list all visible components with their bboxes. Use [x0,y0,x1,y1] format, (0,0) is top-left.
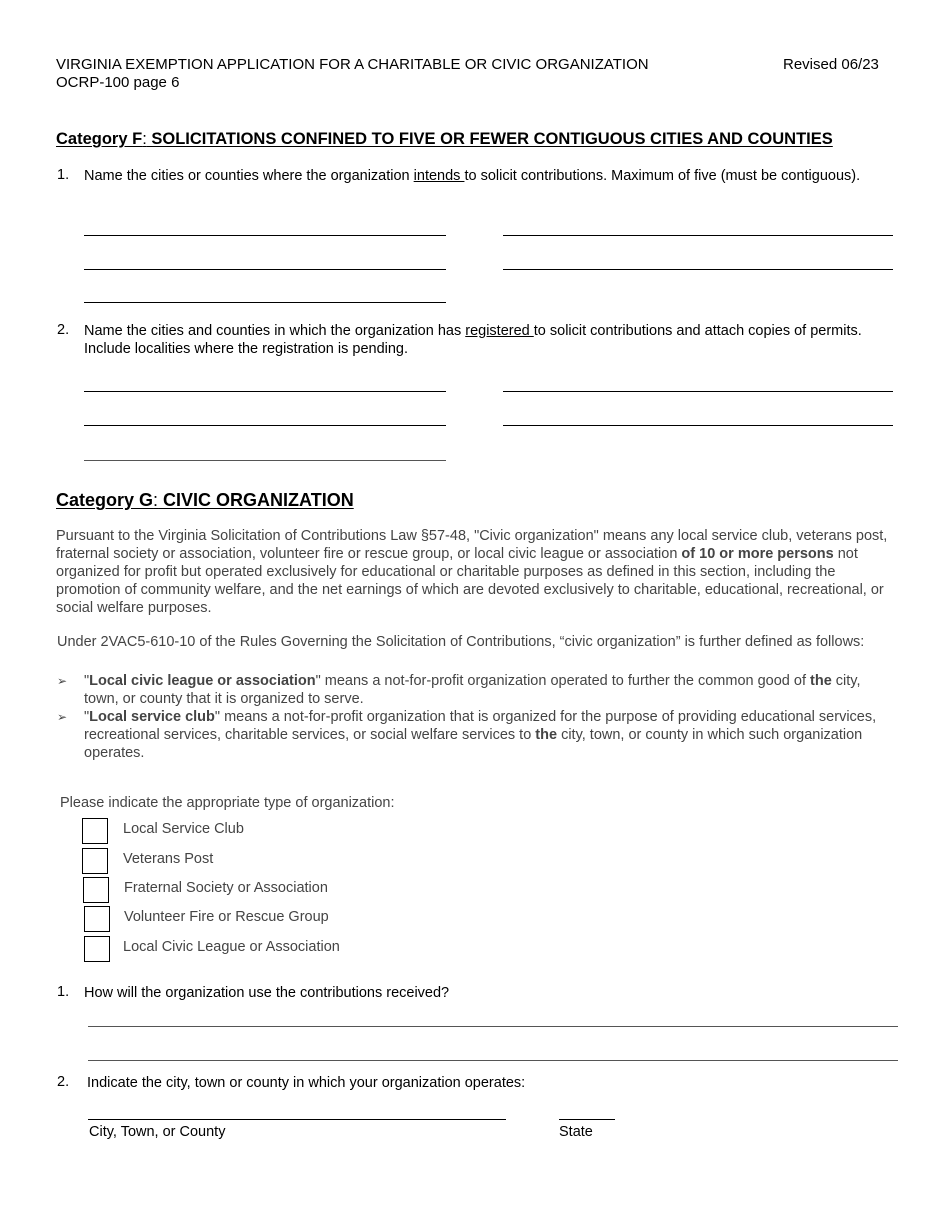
g-q1-text: How will the organization use the contributions received? [84,985,450,1001]
bullet1-mid: " means a not-for-profit organization operated to further the common good of [315,673,811,689]
f-q1-text [84,167,864,185]
f-q1-answer-line-3[interactable] [84,269,446,270]
f-q2-answer-line-4[interactable] [503,425,893,426]
f-q2-answer-line-5[interactable] [84,460,446,461]
category-f-label: Category F [56,130,143,148]
bullet-civic-league [84,672,894,708]
category-f-heading [56,130,833,149]
bullet1-bold: Local civic league or association [89,673,316,689]
bullet2-bold2: the [535,727,558,743]
fraternal-society-label: Fraternal Society or Association [124,880,328,896]
para1-bold: of 10 or more persons [681,546,834,562]
bullet2-open-quote: " [84,709,90,725]
bullet2-after: city, town, or county in which such organization operates. [84,727,863,761]
local-service-club-label: Local Service Club [123,821,244,837]
state-answer-line[interactable] [559,1119,615,1120]
f-q2-registered: registered [465,323,534,339]
f-q2-number: 2. [57,322,70,338]
volunteer-fire-checkbox[interactable] [84,906,110,932]
civic-definition-paragraph [56,527,898,617]
category-f-title: SOLICITATIONS CONFINED TO FIVE OR FEWER CONTIGUOUS CITIES AND COUNTIES [146,130,833,148]
f-q2-answer-line-2[interactable] [503,391,893,392]
veterans-post-checkbox[interactable] [82,848,108,874]
local-service-club-checkbox[interactable] [82,818,108,844]
f-q1-answer-line-4[interactable] [503,269,893,270]
f-q1-text-after: to solicit contributions. Maximum of five (must be contiguous). [464,168,861,184]
f-q1-answer-line-2[interactable] [503,235,893,236]
bullet1-open-quote: " [84,673,90,689]
f-q1-answer-line-1[interactable] [84,235,446,236]
veterans-post-label: Veterans Post [123,851,214,867]
f-q2-answer-line-3[interactable] [84,425,446,426]
org-type-prompt: Please indicate the appropriate type of organization: [60,795,395,811]
bullet-service-club [84,708,898,762]
bullet-arrow-icon-2: ➢ [57,710,68,724]
bullet1-bold2: the [810,673,832,689]
g-q1-answer-line-2[interactable] [88,1060,898,1061]
rules-definition-paragraph: Under 2VAC5-610-10 of the Rules Governing the Solicitation of Contributions, “civic organization” is further defined as follows: [57,634,865,650]
g-q2-number: 2. [57,1074,70,1090]
fraternal-society-checkbox[interactable] [83,877,109,903]
category-g-heading [56,490,354,511]
g-q2-text: Indicate the city, town or county in which your organization operates: [87,1075,526,1091]
bullet-arrow-icon-1: ➢ [57,674,68,688]
f-q1-text-before: Name the cities or counties where the organization [84,168,414,184]
revision-date: Revised 06/23 [783,56,879,73]
f-q1-number: 1. [57,167,70,183]
form-page-number: OCRP-100 page 6 [56,74,180,91]
form-title: VIRGINIA EXEMPTION APPLICATION FOR A CHARITABLE OR CIVIC ORGANIZATION [56,56,649,73]
civic-league-checkbox[interactable] [84,936,110,962]
bullet2-mid: " means a not-for-profit organization that is organized for the purpose of providing educational services, recreational services, charitable services, or social welfare services to [84,709,877,743]
category-g-label: Category G [56,490,154,510]
g-q1-answer-line-1[interactable] [88,1026,898,1027]
f-q2-answer-line-1[interactable] [84,391,446,392]
f-q1-intends: intends [413,168,465,184]
volunteer-fire-label: Volunteer Fire or Rescue Group [124,909,329,925]
city-label: City, Town, or County [89,1124,226,1140]
civic-league-label: Local Civic League or Association [123,939,340,955]
para1-after: not organized for profit but operated exclusively for educational or charitable purposes as defined in this section, including the promotion of community welfare, and the net earnings of which are devoted exclusively to charitable, educational, recreational, or social welfare purposes. [56,546,884,616]
f-q2-text [84,322,884,358]
para1-before: Pursuant to the Virginia Solicitation of Contributions Law §57-48, "Civic organization" means any local service club, veterans post, fraternal society or association, volunteer fire or rescue group, or local civic league or association [56,528,888,562]
state-label: State [559,1124,593,1140]
g-q1-number: 1. [57,984,70,1000]
bullet2-bold: Local service club [89,709,215,725]
category-g-colon: : [153,490,159,510]
category-g-title: CIVIC ORGANIZATION [158,490,354,510]
bullet1-after: city, town, or county that it is organized to serve. [84,673,861,707]
city-answer-line[interactable] [88,1119,506,1120]
category-f-colon: : [142,130,147,148]
f-q2-text-before: Name the cities and counties in which the organization has [84,323,466,339]
f-q2-text-after: to solicit contributions and attach copies of permits. Include localities where the registration is pending. [84,323,862,357]
f-q1-answer-line-5[interactable] [84,302,446,303]
